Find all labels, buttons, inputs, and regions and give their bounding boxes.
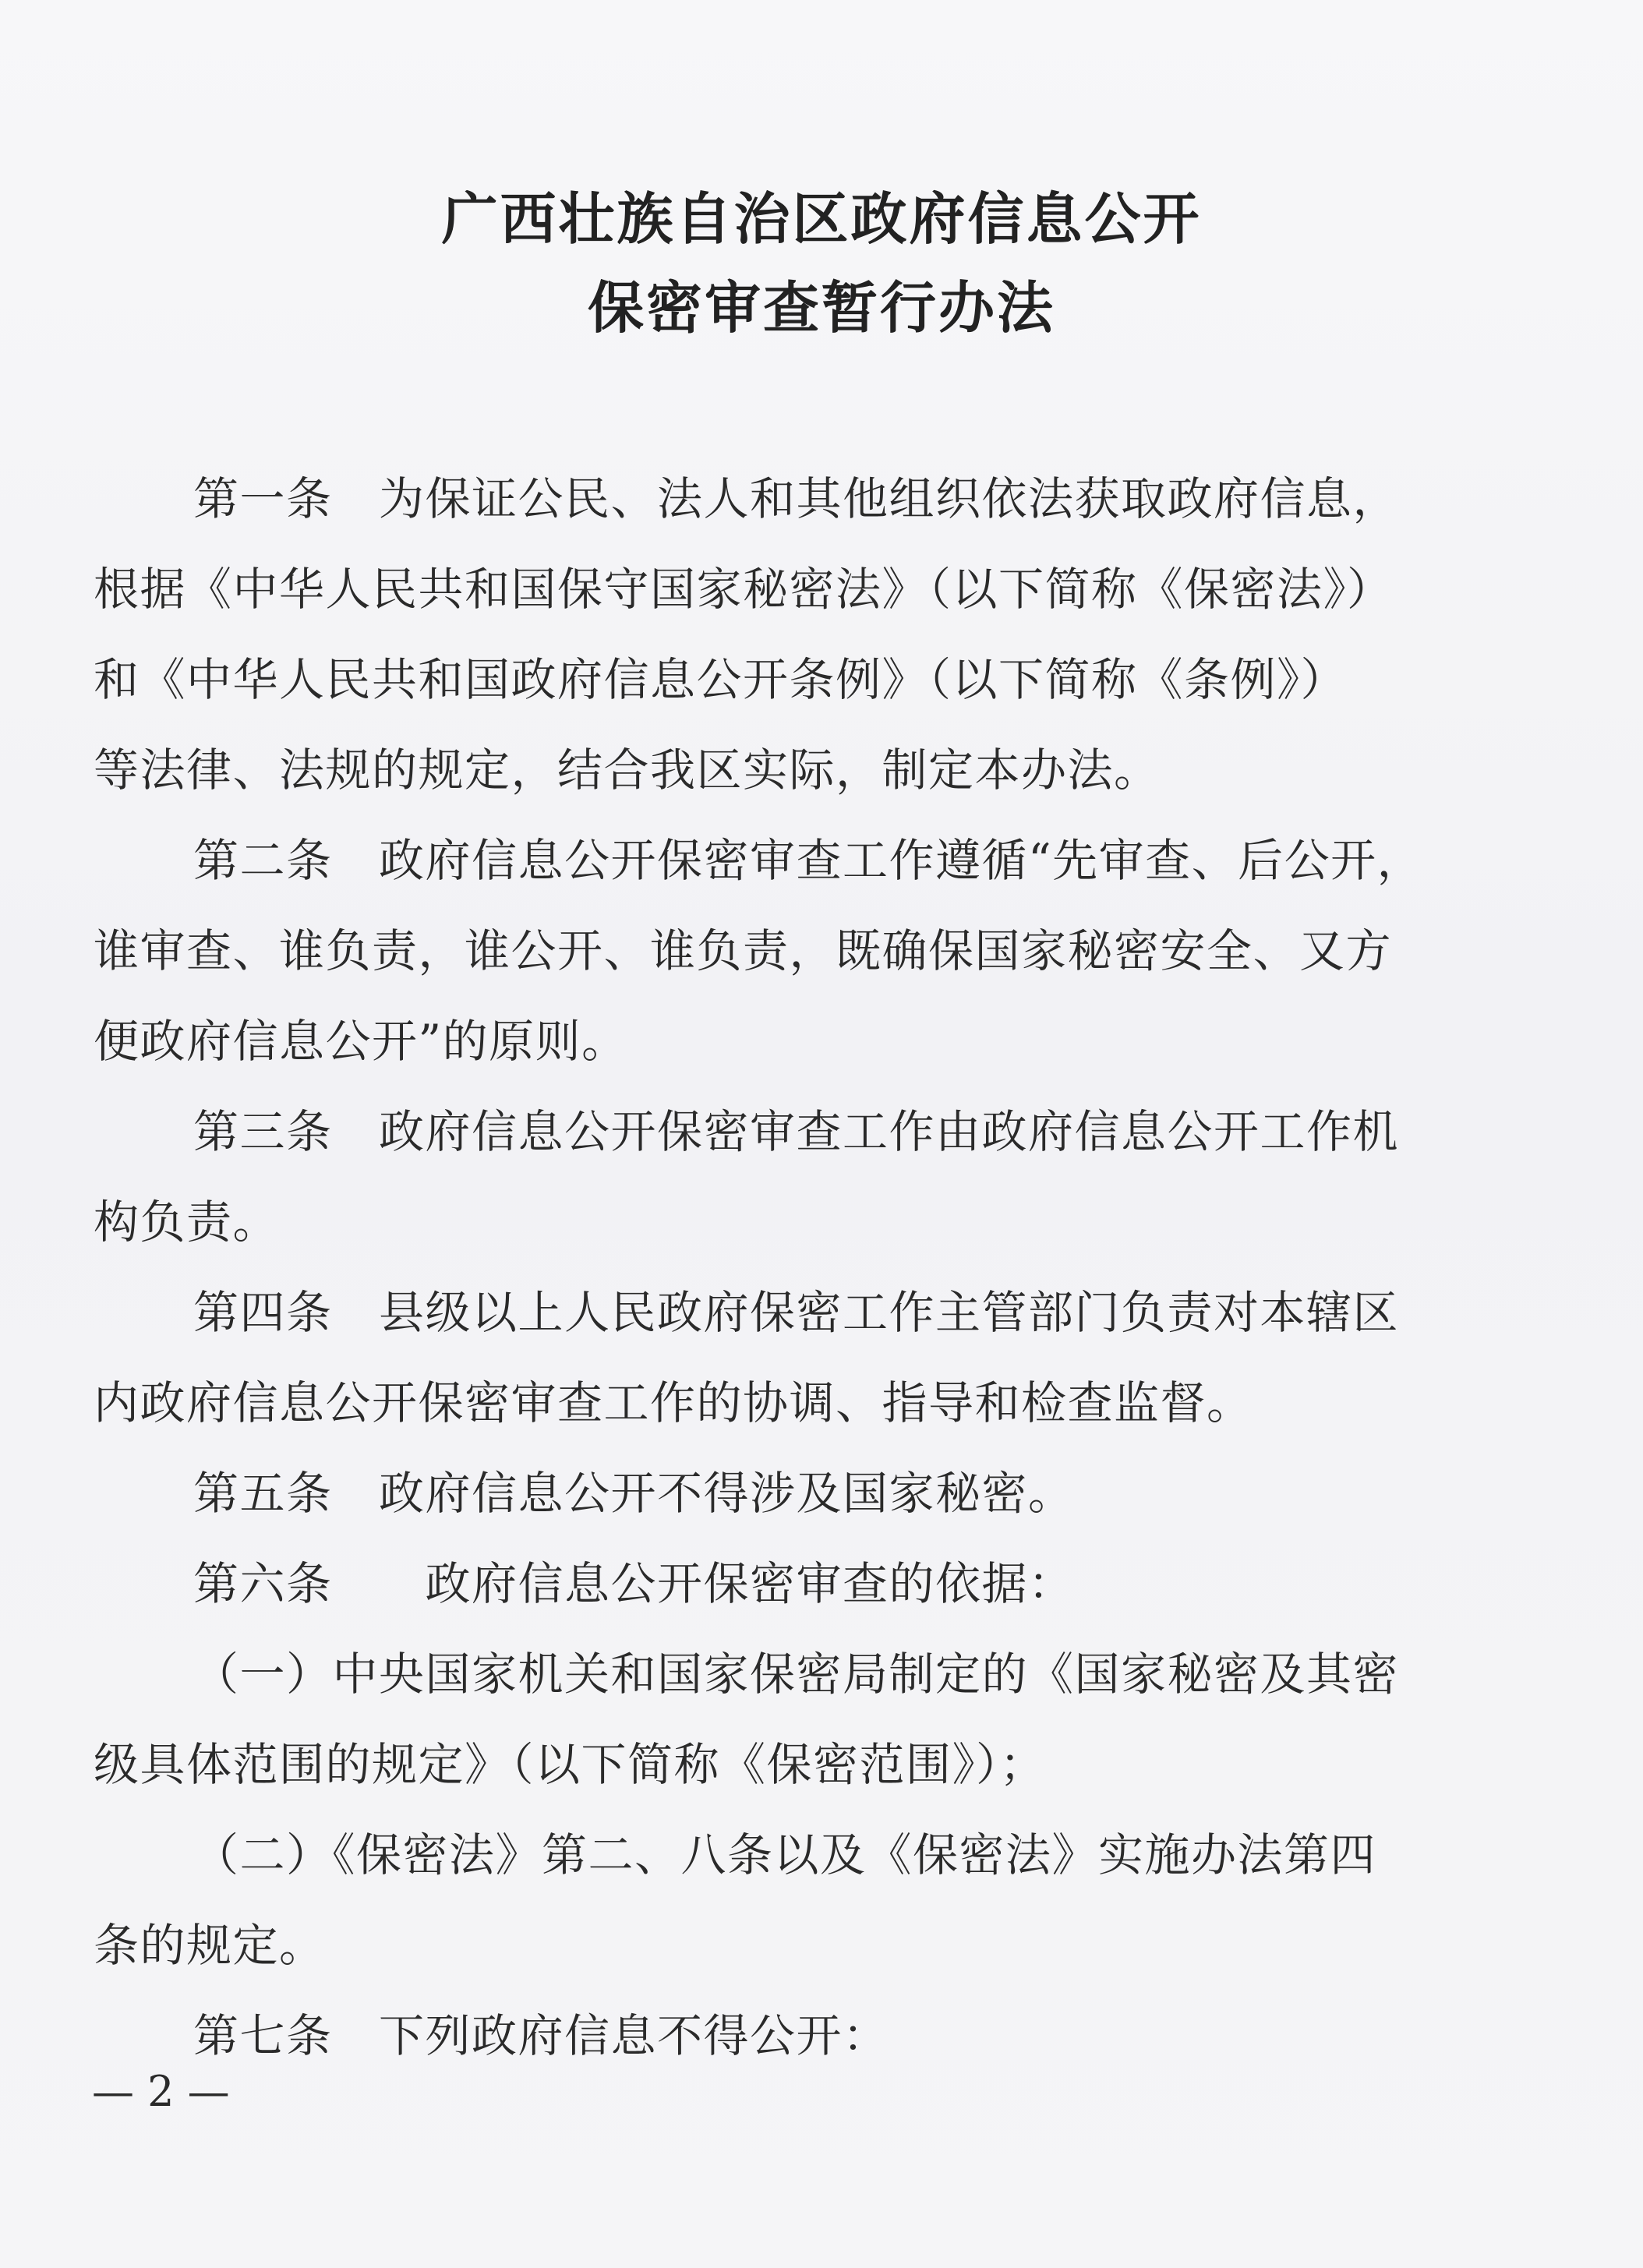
document-title-line-2: 保密审查暂行办法 bbox=[587, 275, 1055, 341]
article-6-item-2-line-1: （二）《保密法》第二、八条以及《保密法》实施办法第四 bbox=[193, 1828, 1377, 1881]
article-3-line-2: 构负责。 bbox=[94, 1196, 280, 1249]
article-3-line-1: 第三条 政府信息公开保密审查工作由政府信息公开工作机 bbox=[193, 1105, 1400, 1158]
document-title-line-1: 广西壮族自治区政府信息公开 bbox=[441, 186, 1202, 252]
article-6-line-1: 第六条 政府信息公开保密审查的依据： bbox=[193, 1557, 1075, 1610]
article-1-line-4: 等法律、法规的规定，结合我区实际，制定本办法。 bbox=[94, 744, 1161, 797]
article-5-line-1: 第五条 政府信息公开不得涉及国家秘密。 bbox=[193, 1467, 1075, 1520]
article-1-line-3: 和《中华人民共和国政府信息公开条例》（以下简称《条例》） bbox=[94, 653, 1348, 706]
article-4-line-1: 第四条 县级以上人民政府保密工作主管部门负责对本辖区 bbox=[193, 1286, 1400, 1339]
page-number: — 2 — bbox=[92, 2067, 230, 2116]
article-1-line-1: 第一条 为保证公民、法人和其他组织依法获取政府信息， bbox=[193, 472, 1400, 525]
article-4-line-2: 内政府信息公开保密审查工作的协调、指导和检查监督。 bbox=[94, 1376, 1253, 1429]
article-6-item-2-line-2: 条的规定。 bbox=[94, 1919, 326, 1972]
article-2-line-1: 第二条 政府信息公开保密审查工作遵循“先审查、后公开， bbox=[193, 834, 1424, 887]
article-2-line-2: 谁审查、谁负责，谁公开、谁负责，既确保国家秘密安全、又方 bbox=[94, 924, 1393, 977]
article-1-line-2: 根据《中华人民共和国保守国家秘密法》（以下简称《保密法》） bbox=[94, 563, 1394, 616]
article-6-item-1-line-2: 级具体范围的规定》（以下简称《保密范围》）； bbox=[94, 1738, 1047, 1791]
article-7-line-1: 第七条 下列政府信息不得公开： bbox=[193, 2009, 889, 2062]
article-2-line-3: 便政府信息公开”的原则。 bbox=[94, 1015, 628, 1068]
article-6-item-1-line-1: （一）中央国家机关和国家保密局制定的《国家秘密及其密 bbox=[193, 1648, 1400, 1701]
